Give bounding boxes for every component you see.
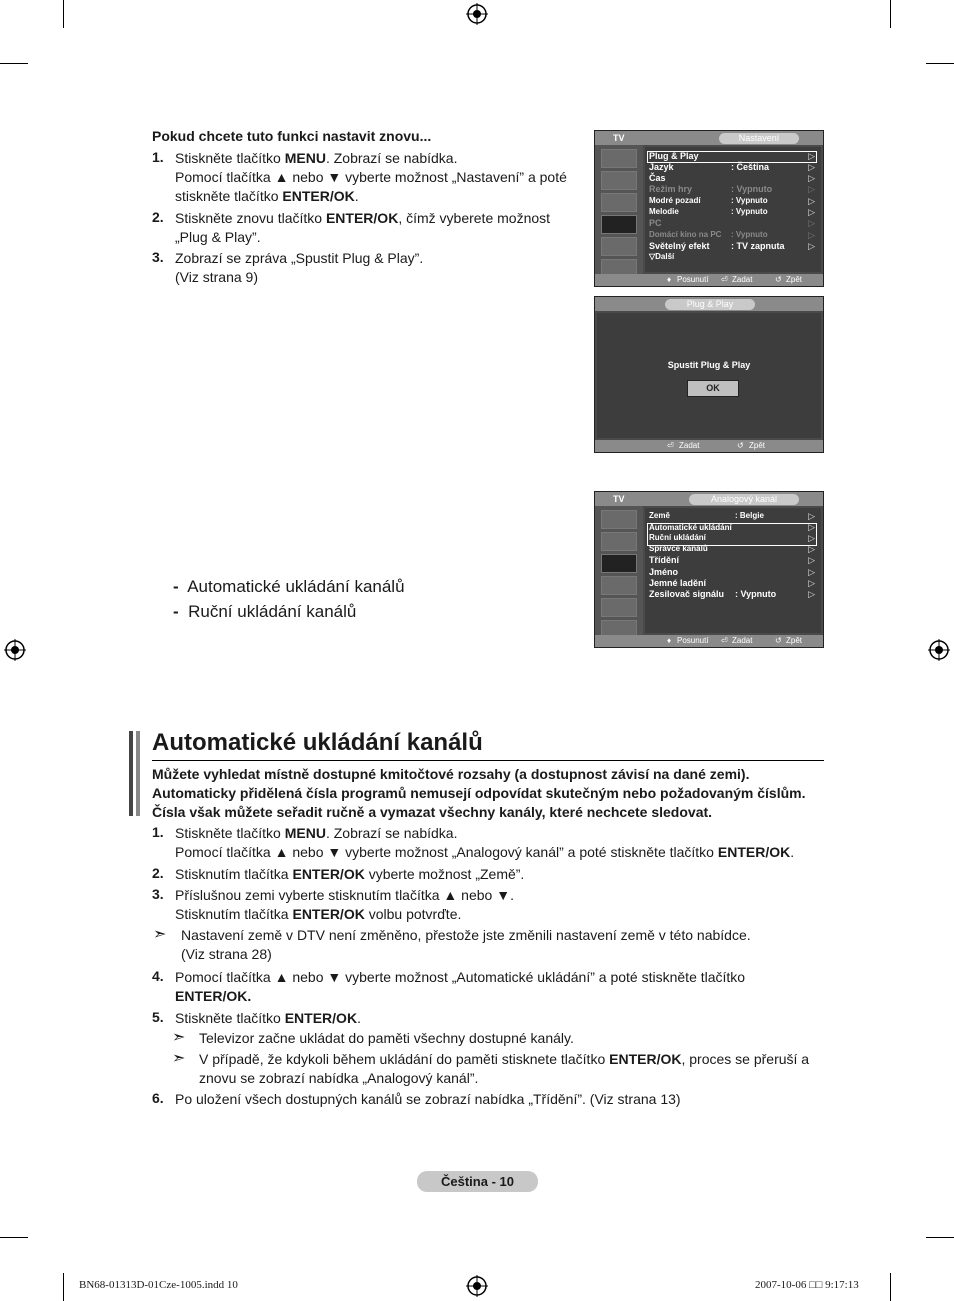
arrow-right-icon: ▷ xyxy=(808,196,815,206)
step-4 xyxy=(175,968,825,1006)
section-intro xyxy=(152,765,832,822)
footer-back: Zpět xyxy=(749,441,766,450)
line: znovu se zobrazí nabídka „Analogový kanál”. xyxy=(199,1070,479,1086)
osd-main xyxy=(645,508,821,633)
line: V případě, že kdykoli během ukládání do paměti stisknete tlačítko ENTER/OK, proces se přeruší a xyxy=(199,1051,810,1067)
osd-plug-play xyxy=(594,296,824,453)
crop-mark xyxy=(926,63,954,64)
title-rule xyxy=(152,760,824,761)
footer-file: BN68-01313D-01Cze-1005.indd 10 xyxy=(79,1279,238,1291)
more-item[interactable]: ▽Další xyxy=(649,252,675,261)
arrow-right-icon: ▷ xyxy=(808,151,815,161)
step-6: Po uložení všech dostupných kanálů se zobrazí nabídka „Třídění”. (Viz strana 13) xyxy=(175,1091,681,1107)
osd-footer xyxy=(595,635,823,647)
menu-item[interactable]: Země : Belgie xyxy=(649,511,764,520)
return-icon: ↺ xyxy=(775,636,782,645)
step-number: 2. xyxy=(152,865,164,881)
crop-mark xyxy=(63,1273,64,1301)
step-2: Stisknutím tlačítka ENTER/OK vyberte možnost „Země”. xyxy=(175,866,525,882)
arrow-right-icon: ▷ xyxy=(808,589,815,599)
input-icon xyxy=(601,237,637,256)
footer-enter: Zadat xyxy=(679,441,700,450)
line: „Plug & Play”. xyxy=(175,229,261,245)
line: Zobrazí se zpráva „Spustit Plug & Play”. xyxy=(175,250,424,266)
line: (Viz strana 28) xyxy=(181,946,272,962)
menu-item[interactable]: Čas xyxy=(649,173,666,183)
intro-step-1 xyxy=(175,149,585,206)
arrow-right-icon: ▷ xyxy=(808,184,815,194)
step-number: 1. xyxy=(152,824,164,840)
osd-sidebar xyxy=(595,506,643,635)
step-3 xyxy=(175,886,825,924)
enter-icon: ⏎ xyxy=(721,636,728,645)
menu-item[interactable]: Modré pozadí : Vypnuto xyxy=(649,196,768,205)
step-number: 1. xyxy=(152,149,164,165)
step-number: 3. xyxy=(152,886,164,902)
intro-line: Automaticky přidělená čísla programů nemusejí odpovídat skutečným nebo požadovaným číslům. xyxy=(152,785,806,801)
footer-timestamp: 2007-10-06 □□ 9:17:13 xyxy=(755,1279,859,1291)
setup-icon xyxy=(601,576,637,595)
registration-mark-icon xyxy=(928,639,950,661)
menu-item[interactable]: Jazyk : Čeština xyxy=(649,162,770,172)
osd-title: Analogový kanál xyxy=(689,494,799,505)
menu-item[interactable]: Zesilovač signálu : Vypnuto xyxy=(649,589,777,599)
menu-item[interactable]: Jméno xyxy=(649,567,679,577)
footer-enter: Zadat xyxy=(732,636,753,645)
crop-mark xyxy=(0,1237,28,1238)
line: Pomocí tlačítka ▲ nebo ▼ vyberte možnost „Nastavení” a poté xyxy=(175,169,567,185)
picture-icon xyxy=(601,149,637,168)
step-number: 4. xyxy=(152,968,164,984)
return-icon: ↺ xyxy=(737,441,744,450)
osd-footer xyxy=(595,274,823,286)
channel-icon xyxy=(601,554,637,573)
note-1 xyxy=(181,926,831,964)
bullet-item: - Ruční ukládání kanálů xyxy=(173,602,357,621)
osd-title: Nastavení xyxy=(719,133,799,144)
arrow-right-icon: ▷ xyxy=(808,511,815,521)
crop-mark xyxy=(890,1273,891,1301)
menu-item[interactable]: Třídění xyxy=(649,555,680,565)
osd-header xyxy=(595,131,823,145)
line: (Viz strana 9) xyxy=(175,269,258,285)
line: Příslušnou zemi vyberte stisknutím tlačítka ▲ nebo ▼. xyxy=(175,887,514,903)
arrow-right-icon: ▷ xyxy=(808,241,815,251)
menu-item: Režim hry : Vypnuto xyxy=(649,184,773,194)
line: Stiskněte tlačítko MENU. Zobrazí se nabídka. xyxy=(175,150,458,166)
crop-mark xyxy=(926,1237,954,1238)
bullet-list xyxy=(173,574,405,624)
step-number: 5. xyxy=(152,1009,164,1025)
menu-item[interactable]: Automatické ukládání xyxy=(649,523,732,532)
registration-mark-icon xyxy=(466,1275,488,1297)
osd-tv-label: TV xyxy=(613,494,625,504)
osd-main xyxy=(645,147,821,272)
arrow-right-icon: ▷ xyxy=(808,555,815,565)
footer-back: Zpět xyxy=(786,275,803,284)
section-bar xyxy=(136,731,140,816)
intro-line: Můžete vyhledat místně dostupné kmitočtové rozsahy (a dostupnost závisí na dané zemi). xyxy=(152,766,750,782)
sound-icon xyxy=(601,171,637,190)
note-2: Televizor začne ukládat do paměti všechny dostupné kanály. xyxy=(199,1030,574,1046)
registration-mark-icon xyxy=(4,639,26,661)
line: ENTER/OK. xyxy=(175,988,252,1004)
menu-item[interactable]: Ruční ukládání xyxy=(649,533,706,542)
intro-line: Čísla však můžete seřadit ručně a vymazat všechny kanály, které nechcete sledovat. xyxy=(152,804,713,820)
input-icon xyxy=(601,598,637,617)
arrow-right-icon: ▷ xyxy=(808,173,815,183)
osd-analog-channel xyxy=(594,491,824,648)
note-3 xyxy=(199,1050,824,1088)
section-bar xyxy=(129,731,133,816)
crop-mark xyxy=(0,63,28,64)
picture-icon xyxy=(601,510,637,529)
arrow-right-icon: ▷ xyxy=(808,207,815,217)
menu-item[interactable]: Melodie : Vypnuto xyxy=(649,207,768,216)
section-title: Automatické ukládání kanálů xyxy=(152,729,483,756)
arrow-right-icon: ▷ xyxy=(808,544,815,554)
step-number: 3. xyxy=(152,249,164,265)
setup-icon xyxy=(601,215,637,234)
intro-heading: Pokud chcete tuto funkci nastavit znovu... xyxy=(152,128,432,144)
footer-enter: Zadat xyxy=(732,275,753,284)
osd-title: Plug & Play xyxy=(665,299,755,310)
intro-step-3 xyxy=(175,249,585,287)
move-icon: ♦ xyxy=(667,636,672,645)
line: stiskněte tlačítko ENTER/OK. xyxy=(175,188,359,204)
arrow-right-icon: ▷ xyxy=(808,578,815,588)
menu-item[interactable]: Světelný efekt : TV zapnuta xyxy=(649,241,785,251)
intro-step-2 xyxy=(175,209,585,247)
line: Pomocí tlačítka ▲ nebo ▼ vyberte možnost „Automatické ukládání” a poté stiskněte tlačítko xyxy=(175,969,746,985)
arrow-right-icon: ▷ xyxy=(808,567,815,577)
osd-setup-menu xyxy=(594,130,824,287)
sound-icon xyxy=(601,532,637,551)
menu-item[interactable]: Jemné ladění xyxy=(649,578,707,588)
line: Stiskněte znovu tlačítko ENTER/OK, čímž vyberete možnost xyxy=(175,210,551,226)
footer-move: Posunutí xyxy=(677,636,709,645)
move-icon: ♦ xyxy=(667,275,672,284)
menu-item: Domácí kino na PC : Vypnuto xyxy=(649,230,768,239)
note-arrow-icon: ➣ xyxy=(172,1029,186,1046)
osd-footer xyxy=(595,440,823,452)
step-5: Stiskněte tlačítko ENTER/OK. xyxy=(175,1010,361,1026)
arrow-right-icon: ▷ xyxy=(808,162,815,172)
bullet-item: - Automatické ukládání kanálů xyxy=(173,577,405,596)
step-number: 6. xyxy=(152,1090,164,1106)
plug-play-message: Spustit Plug & Play xyxy=(667,360,751,370)
crop-mark xyxy=(890,0,891,28)
osd-main xyxy=(597,313,821,438)
menu-item[interactable]: Správce kanálů xyxy=(649,544,708,553)
line: Nastavení země v DTV není změněno, přestože jste změnili nastavení země v této nabídce. xyxy=(181,927,751,943)
osd-header xyxy=(595,297,823,311)
enter-icon: ⏎ xyxy=(721,275,728,284)
arrow-right-icon: ▷ xyxy=(808,533,815,543)
footer-move: Posunutí xyxy=(677,275,709,284)
arrow-right-icon: ▷ xyxy=(808,230,815,240)
menu-item[interactable]: Plug & Play xyxy=(649,151,699,161)
enter-icon: ⏎ xyxy=(667,441,674,450)
page-number-badge: Čeština - 10 xyxy=(417,1171,538,1192)
registration-mark-icon xyxy=(466,3,488,25)
line: Stiskněte tlačítko MENU. Zobrazí se nabídka. xyxy=(175,825,458,841)
return-icon: ↺ xyxy=(775,275,782,284)
note-arrow-icon: ➣ xyxy=(172,1050,186,1067)
line: Stisknutím tlačítka ENTER/OK volbu potvrďte. xyxy=(175,906,462,922)
osd-tv-label: TV xyxy=(613,133,625,143)
step-1 xyxy=(175,824,825,862)
ok-button[interactable]: OK xyxy=(687,380,739,397)
arrow-right-icon: ▷ xyxy=(808,522,815,532)
osd-header xyxy=(595,492,823,506)
footer-back: Zpět xyxy=(786,636,803,645)
note-arrow-icon: ➣ xyxy=(153,926,167,943)
crop-mark xyxy=(63,0,64,28)
osd-sidebar xyxy=(595,145,643,274)
line: Pomocí tlačítka ▲ nebo ▼ vyberte možnost „Analogový kanál” a poté stiskněte tlačítko ENTER/OK. xyxy=(175,844,795,860)
step-number: 2. xyxy=(152,209,164,225)
channel-icon xyxy=(601,193,637,212)
arrow-right-icon: ▷ xyxy=(808,218,815,228)
menu-item: PC xyxy=(649,218,662,228)
